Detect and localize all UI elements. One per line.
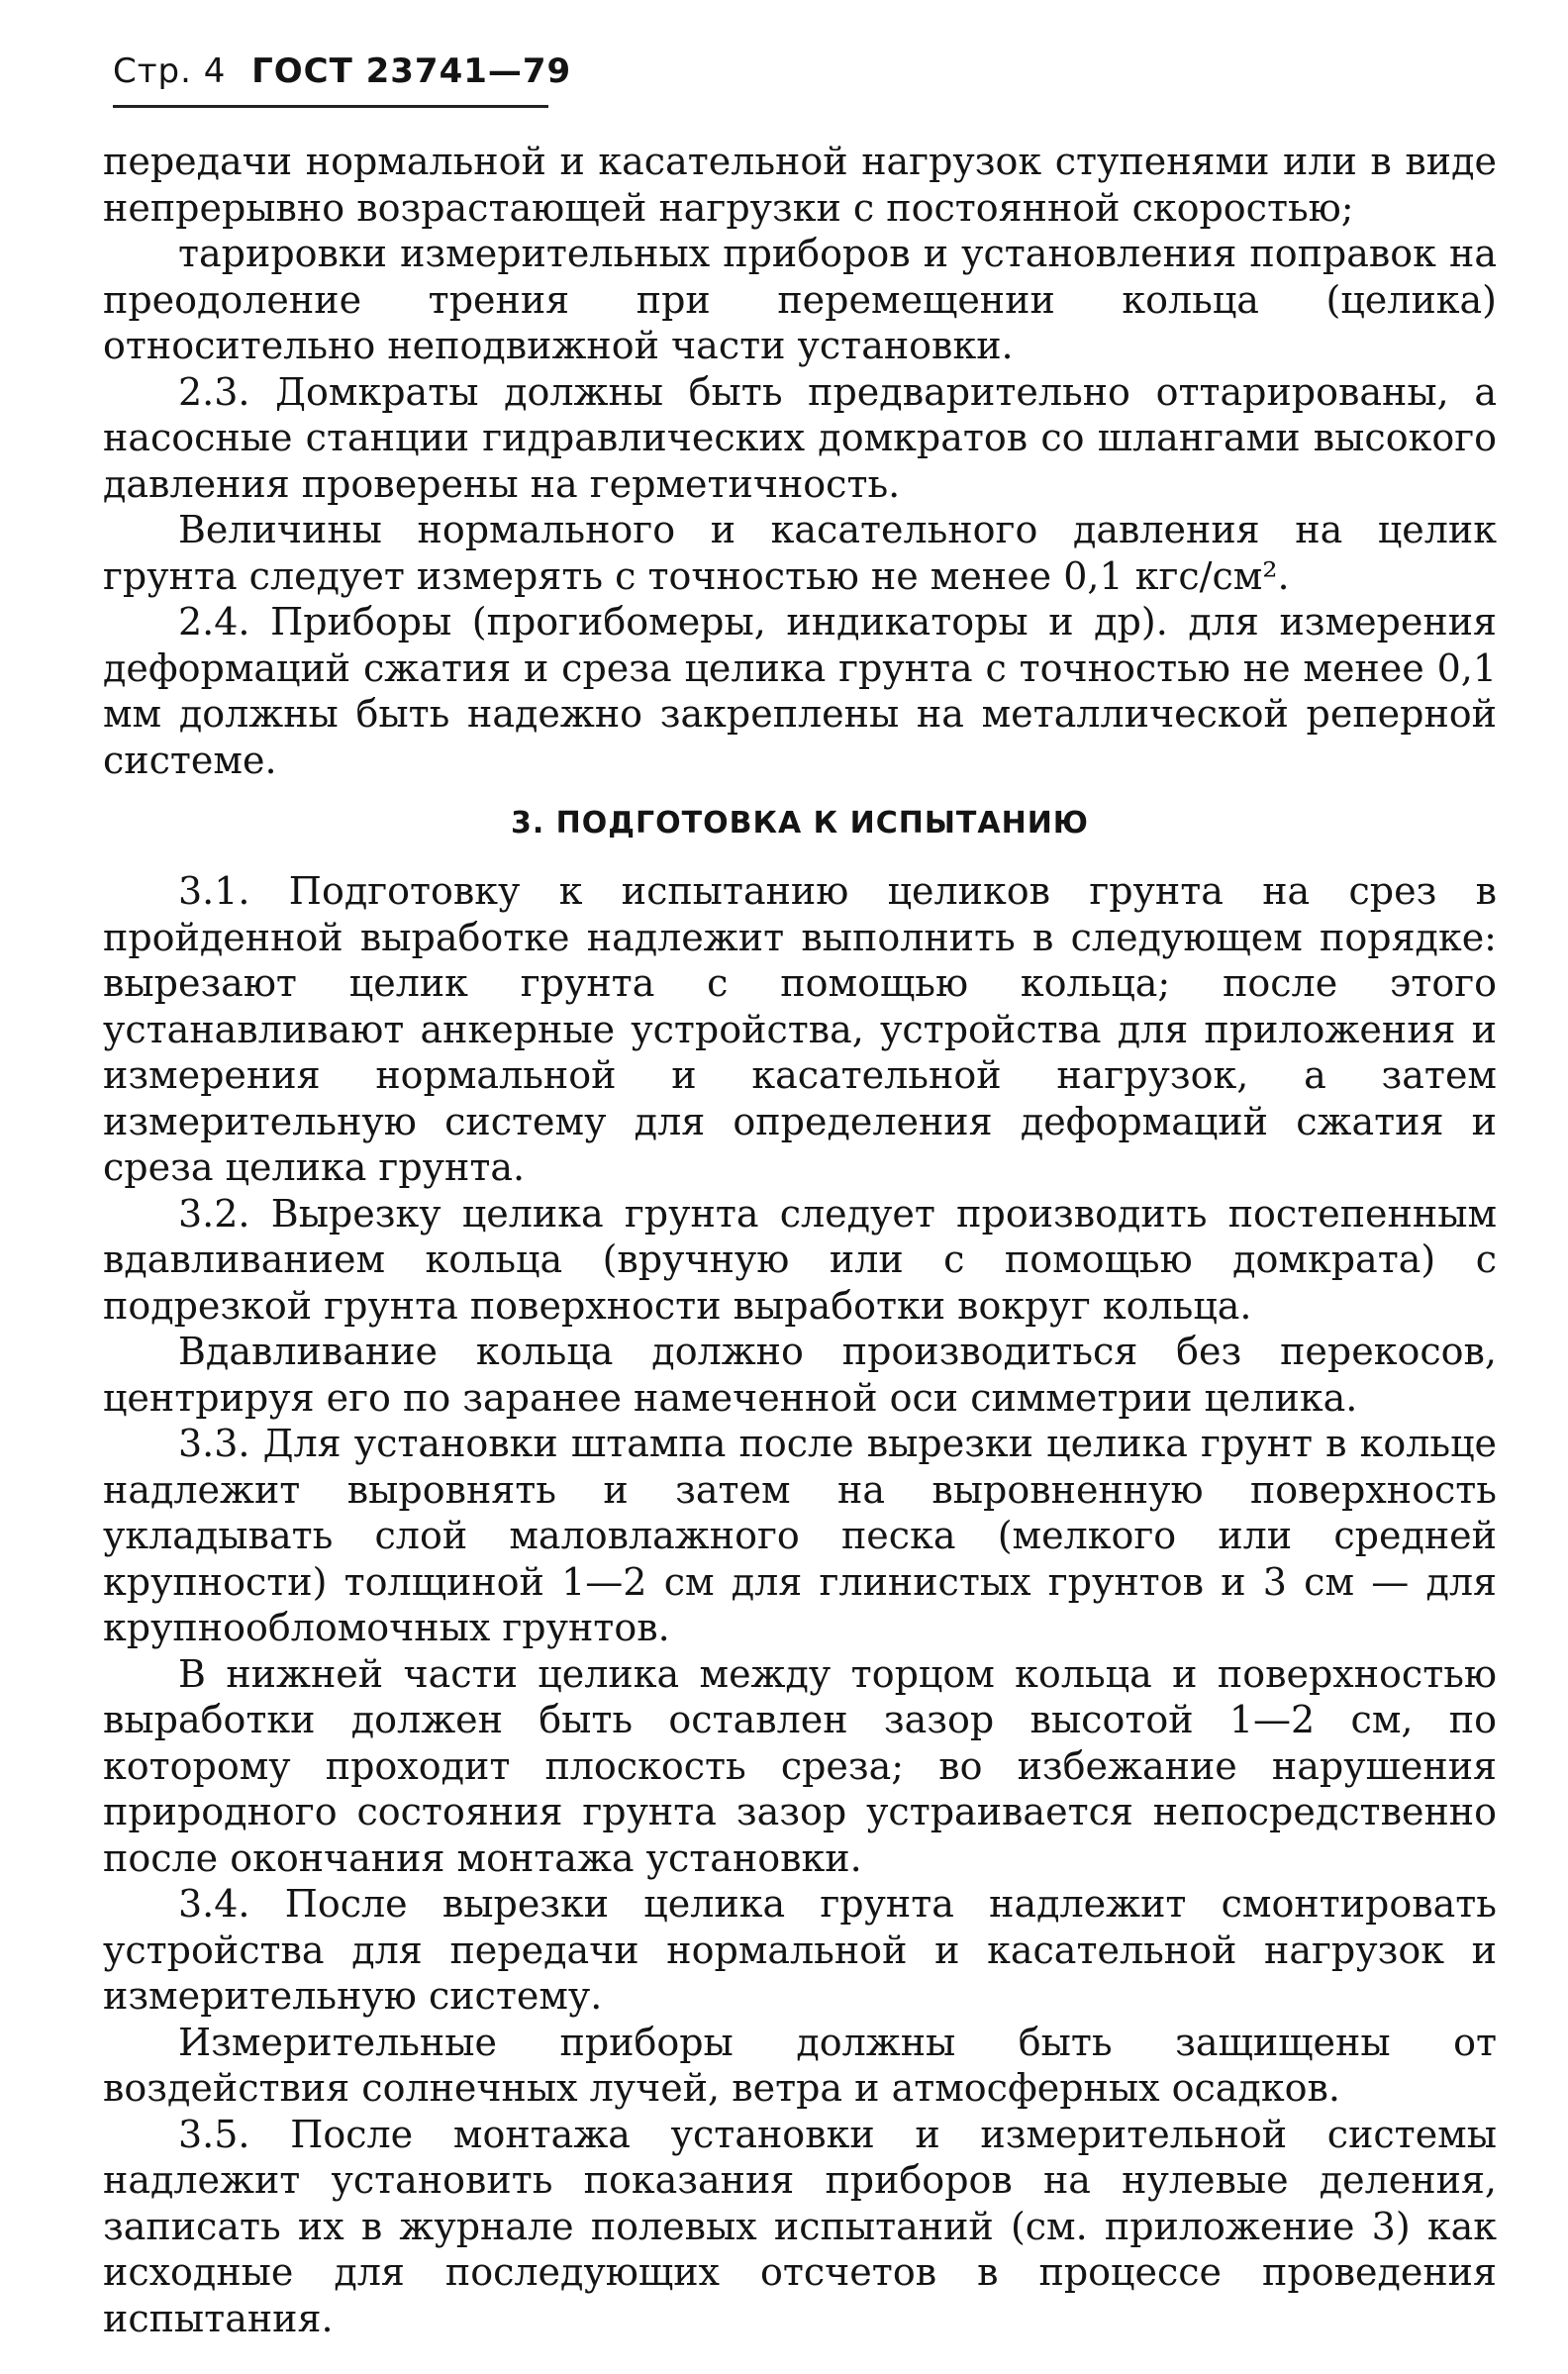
paragraph: 3.5. После монтажа установки и измерительной системы надлежит установить показания приборов на нулевые деления, записать их в журнале полевых испытаний (см. приложение 3) как исходные для последующих отсчетов в процессе проведения испытания. <box>103 2112 1497 2340</box>
section-heading: 3. ПОДГОТОВКА К ИСПЫТАНИЮ <box>510 806 1090 841</box>
page-header <box>113 51 571 91</box>
paragraph: 2.3. Домкраты должны быть предварительно оттарированы, а насосные станции гидравлических домкратов со шлангами высокого давления проверены на герметичность. <box>103 369 1497 506</box>
paragraph: 3.1. Подготовку к испытанию целиков грунта на срез в пройденной выработке надлежит выполнить в следующем порядке: вырезают целик грунта с помощью кольца; после этого устанавливают анкерные устройства, устройства для приложения и измерения нормальной и касательной нагрузок, а затем измерительную систему для определения деформаций сжатия и среза целика грунта. <box>103 869 1497 1189</box>
header-rule <box>113 105 548 108</box>
paragraph: Измерительные приборы должны быть защищены от воздействия солнечных лучей, ветра и атмосферных осадков. <box>103 2020 1497 2110</box>
paragraph: В нижней части целика между торцом кольца и поверхностью выработки должен быть оставлен зазор высотой 1—2 см, по которому проходит плоскость среза; во избежание нарушения природного состояния грунта зазор устраивается непосредственно после окончания монтажа установки. <box>103 1651 1497 1880</box>
paragraph: 3.3. Для установки штампа после вырезки целика грунт в кольце надлежит выровнять и затем на выровненную поверхность укладывать слой маловлажного песка (мелкого или средней крупности) толщиной 1—2 см для глинистых грунтов и 3 см — для крупнообломочных грунтов. <box>103 1422 1497 1649</box>
page-number: Стр. 4 <box>113 51 227 91</box>
paragraph: тарировки измерительных приборов и установления поправок на преодоление трения при перемещении кольца (целика) относительно неподвижной части установки. <box>103 232 1497 367</box>
standard-code: ГОСТ 23741—79 <box>251 51 572 91</box>
document-body <box>103 139 1497 2341</box>
paragraph: 2.4. Приборы (прогибомеры, индикаторы и др). для измерения деформаций сжатия и среза целика грунта с точностью не менее 0,1 мм должны быть надежно закреплены на металлической реперной системе. <box>103 600 1497 782</box>
paragraph: 3.4. После вырезки целика грунта надлежит смонтировать устройства для передачи нормальной и касательной нагрузок и измерительную систему. <box>103 1882 1497 2018</box>
paragraph: Величины нормального и касательного давления на целик грунта следует измерять с точностью не менее 0,1 кгс/см². <box>103 508 1497 598</box>
paragraph: 3.2. Вырезку целика грунта следует производить постепенным вдавливанием кольца (вручную или с помощью домкрата) с подрезкой грунта поверхности выработки вокруг кольца. <box>103 1191 1497 1328</box>
paragraph: передачи нормальной и касательной нагрузок ступенями или в виде непрерывно возрастающей нагрузки с постоянной скоростью; <box>103 140 1497 230</box>
paragraph: Вдавливание кольца должно производиться без перекосов, центрируя его по заранее намеченной оси симметрии целика. <box>103 1330 1497 1420</box>
